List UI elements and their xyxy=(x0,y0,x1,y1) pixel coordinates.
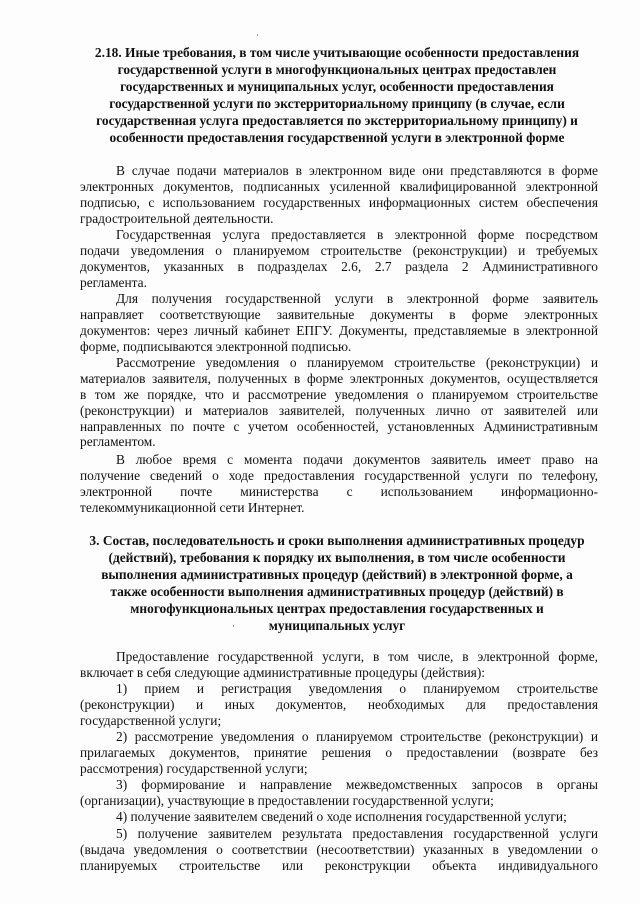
text-line: направленных по почте с учетом особенностей, установленных Административным xyxy=(80,418,598,434)
text-line: в том же порядке, что и рассмотрение уведомления о планируемом строительстве xyxy=(80,386,598,402)
scan-dot: · xyxy=(256,30,259,40)
text-line: Для получения государственной услуги в электронной форме заявитель xyxy=(116,291,598,306)
text-line: материалов заявителя, полученных в форме электронных документов, осуществляется xyxy=(80,370,598,386)
heading-line: государственной услуги в многофункциональных центрах предоставлен xyxy=(117,62,557,77)
paragraph-procedures-intro xyxy=(80,649,598,681)
paragraph-status-info xyxy=(80,452,598,516)
text-line: 5) получение заявителем результата предоставления государственной услуги xyxy=(116,826,598,841)
heading-line: многофункциональных центрах предоставления государственных и xyxy=(130,601,544,616)
text-line: Предоставление государственной услуги, в том числе, в электронной форме, xyxy=(116,649,598,664)
text-line: направляет соответствующие заявительные документы в форме электронных xyxy=(80,306,598,322)
text-line: рассмотрения) государственной услуги; xyxy=(80,760,308,776)
text-line: электронных документов, подписанных усиленной квалифицированной электронной xyxy=(80,178,598,194)
heading-line: государственной услуги по экстерриториальному принципу (в случае, если xyxy=(109,96,565,111)
text-line: документов: через личный кабинет ЕПГУ. Документы, представляемые в электронной xyxy=(80,322,598,338)
heading-line: также особенности выполнения административных процедур (действий) в xyxy=(110,584,564,599)
heading-line: 2.18. Иные требования, в том числе учитывающие особенности предоставления xyxy=(94,45,580,60)
heading-line: государственная услуга предоставляется по экстерриториальному принципу) и xyxy=(96,113,578,128)
heading-line: особенности предоставления государственной услуги в электронной форме xyxy=(109,130,565,145)
list-item-2 xyxy=(80,729,598,777)
text-line: подписью, с использованием государственных информационных систем обеспечения xyxy=(80,194,598,210)
text-line: документов, указанных в подразделах 2.6, 2.7 раздела 2 Административного xyxy=(80,258,598,274)
text-line: 4) получение заявителем сведений о ходе исполнения государственной услуги; xyxy=(116,809,567,824)
text-line: (реконструкции) и иных документов, необходимых для предоставления xyxy=(80,696,598,712)
text-line: Государственная услуга предоставляется в электронной форме посредством xyxy=(116,227,598,242)
text-line: электронной почте министерства с использованием информационно- xyxy=(80,483,598,499)
heading-line: выполнения административных процедур (действий) в электронной форме, а xyxy=(101,567,573,582)
text-line: получение сведений о ходе предоставления государственной услуги по телефону, xyxy=(80,467,598,483)
text-line: включает в себя следующие административные процедуры (действия): xyxy=(80,664,486,680)
text-line: градостроительной деятельности. xyxy=(80,210,274,226)
list-item-3 xyxy=(80,777,598,809)
list-item-5 xyxy=(80,826,598,874)
text-line: регламента. xyxy=(80,274,147,290)
text-line: Рассмотрение уведомления о планируемом строительстве (реконструкции) и xyxy=(116,355,598,370)
paragraph-review-procedure xyxy=(80,355,598,450)
text-line: форме, подписываются электронной подписью. xyxy=(80,338,352,354)
text-line: В случае подачи материалов в электронном виде они представляются в форме xyxy=(116,163,598,178)
paragraph-electronic-submission xyxy=(80,163,598,227)
text-line: В любое время с момента подачи документов заявитель имеет право на xyxy=(116,452,598,467)
heading-line: 3. Состав, последовательность и сроки выполнения административных процедур xyxy=(89,533,585,548)
text-line: 3) формирование и направление межведомственных запросов в органы xyxy=(116,777,598,792)
paragraph-service-electronic xyxy=(80,227,598,291)
list-item-1 xyxy=(80,681,598,729)
scan-dot: · xyxy=(232,621,235,631)
heading-line: (действий), требования к порядку их выполнения, в том числе особенности xyxy=(108,550,566,565)
heading-line: муниципальных услуг xyxy=(268,618,406,633)
text-line: регламентом. xyxy=(80,434,156,450)
text-line: телекоммуникационной сети Интернет. xyxy=(80,499,305,515)
text-line: планируемых строительстве или реконструкции объекта индивидуального xyxy=(80,857,598,873)
text-line: 1) прием и регистрация уведомления о планируемом строительстве xyxy=(116,681,598,696)
text-line: 2) рассмотрение уведомления о планируемом строительстве (реконструкции) и xyxy=(116,729,598,744)
heading-line: государственных и муниципальных услуг, особенности предоставления xyxy=(120,79,554,94)
text-line: (выдача уведомления о соответствии (несоответствии) указанных в уведомлении о xyxy=(80,841,598,857)
text-line: подачи уведомления о планируемом строительстве (реконструкции) и требуемых xyxy=(80,242,598,258)
text-line: (реконструкции) и материалов заявителей, полученных лично от заявителей или xyxy=(80,402,598,418)
text-line: государственной услуги; xyxy=(80,712,222,728)
text-line: (организации), участвующие в предоставлении государственной услуги; xyxy=(80,792,494,808)
section-3-heading xyxy=(78,532,596,634)
section-2-18-heading xyxy=(78,44,596,146)
paragraph-applicant-documents xyxy=(80,291,598,355)
text-line: прилагаемых документов, принятие решения о предоставлении (возврате без xyxy=(80,744,598,760)
list-item-4 xyxy=(80,809,598,825)
